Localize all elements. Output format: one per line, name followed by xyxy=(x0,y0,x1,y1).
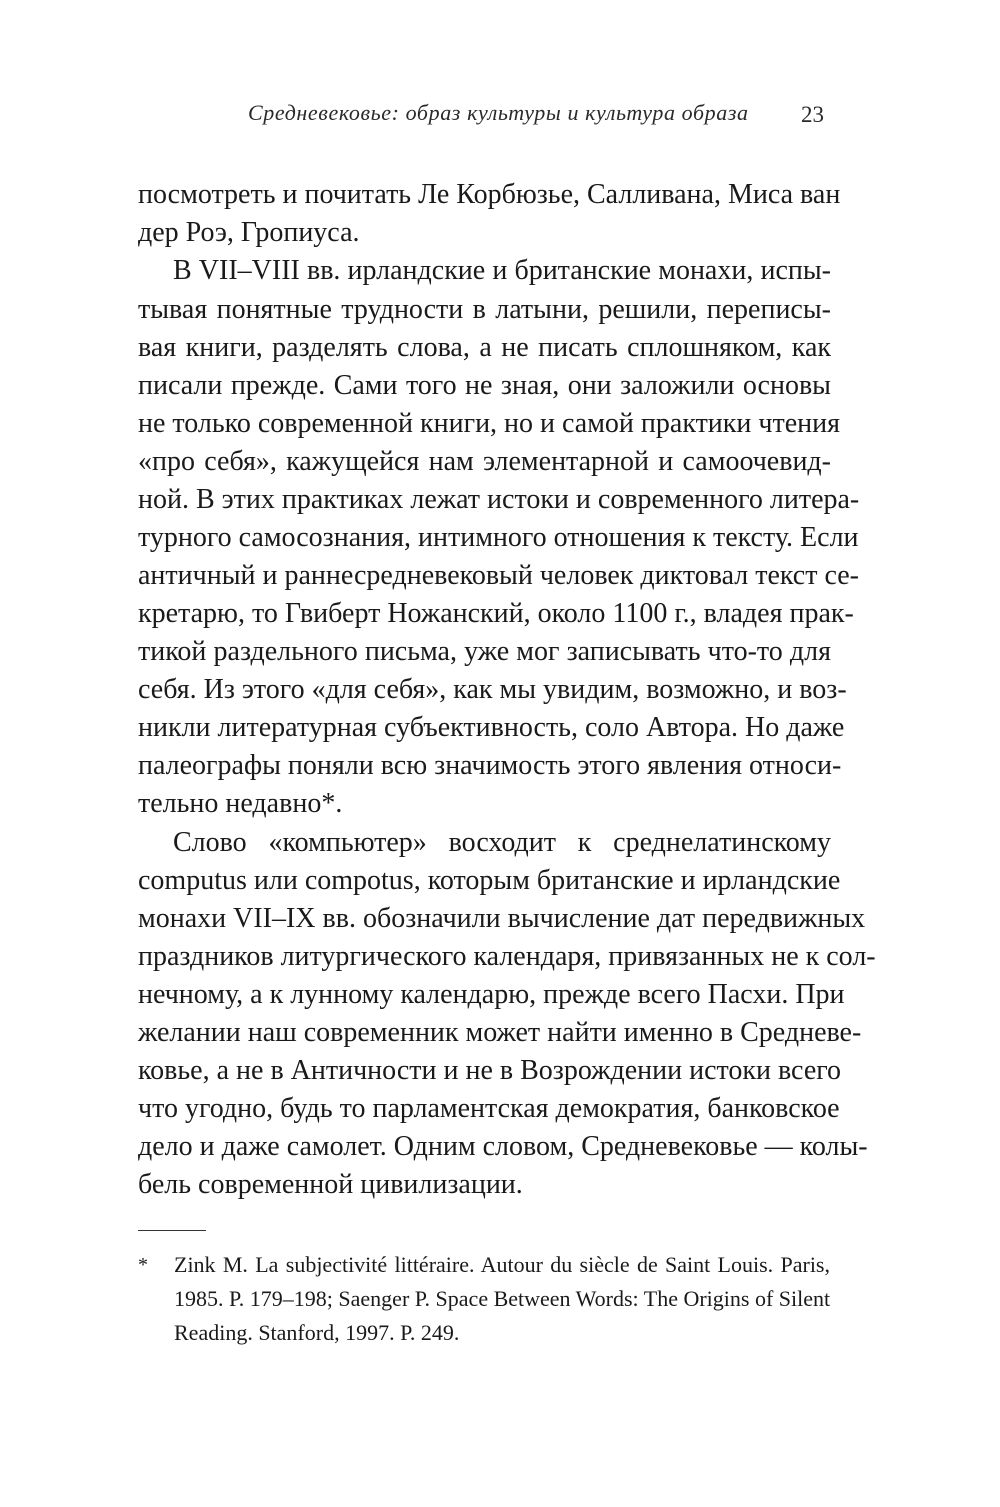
footnote-line: Zink M. La subjectivité littéraire. Autour du siècle de Saint Louis. Paris, xyxy=(174,1252,830,1277)
page-number: 23 xyxy=(801,102,824,127)
text-line: что угодно, будь то парламентская демократия, банковское xyxy=(138,1093,840,1124)
text-line: «про себя», кажущейся нам элементарной и самоочевид- xyxy=(138,446,831,477)
text-line: тикой раздельного письма, уже мог записывать что-то для xyxy=(138,636,831,667)
text-line: не только современной книги, но и самой практики чтения xyxy=(138,408,840,439)
text-line: писали прежде. Сами того не зная, они заложили основы xyxy=(138,370,831,401)
text-line: праздников литургического календаря, привязанных не к сол- xyxy=(138,941,876,972)
text-line: никли литературная субъективность, соло Автора. Но даже xyxy=(138,712,845,743)
text-line: посмотреть и почитать Ле Корбюзье, Салливана, Миса ван xyxy=(138,179,841,210)
text-line: В VII–VIII вв. ирландские и британские монахи, испы- xyxy=(173,255,831,286)
text-line: тельно недавно*. xyxy=(138,788,343,819)
text-line: желании наш современник может найти именно в Средневе- xyxy=(138,1017,862,1048)
text-line: античный и раннесредневековый человек диктовал текст се- xyxy=(138,560,859,591)
footnote-marker: * xyxy=(138,1254,148,1276)
text-line: монахи VII–IX вв. обозначили вычисление дат передвижных xyxy=(138,903,866,934)
text-line: нечному, а к лунному календарю, прежде всего Пасхи. При xyxy=(138,979,845,1010)
footnote-line: 1985. P. 179–198; Saenger P. Space Between Words: The Origins of Silent xyxy=(174,1286,831,1311)
text-line: computus или compotus, которым британские и ирландские xyxy=(138,865,841,896)
text-line: бель современной цивилизации. xyxy=(138,1169,523,1200)
text-line: кретарю, то Гвиберт Ножанский, около 1100 г., владея прак- xyxy=(138,598,854,629)
running-title: Средневековье: образ культуры и культура образа xyxy=(248,100,749,125)
text-line: ной. В этих практиках лежат истоки и современного литера- xyxy=(138,484,860,515)
footnote-line: Reading. Stanford, 1997. P. 249. xyxy=(174,1320,460,1345)
text-line: вая книги, разделять слова, а не писать сплошняком, как xyxy=(138,332,831,363)
text-line: дело и даже самолет. Одним словом, Средневековье — колы- xyxy=(138,1131,868,1162)
text-line: тывая понятные трудности в латыни, решили, переписы- xyxy=(138,294,831,325)
text-line: палеографы поняли всю значимость этого явления относи- xyxy=(138,750,842,781)
footnote-divider xyxy=(138,1230,206,1231)
text-line: Слово «компьютер» восходит к среднелатинскому xyxy=(173,827,831,858)
text-line: дер Роэ, Гропиуса. xyxy=(138,217,360,248)
text-line: ковье, а не в Античности и не в Возрождении истоки всего xyxy=(138,1055,842,1086)
text-line: турного самосознания, интимного отношения к тексту. Если xyxy=(138,522,859,553)
text-line: себя. Из этого «для себя», как мы увидим, возможно, и воз- xyxy=(138,674,847,705)
